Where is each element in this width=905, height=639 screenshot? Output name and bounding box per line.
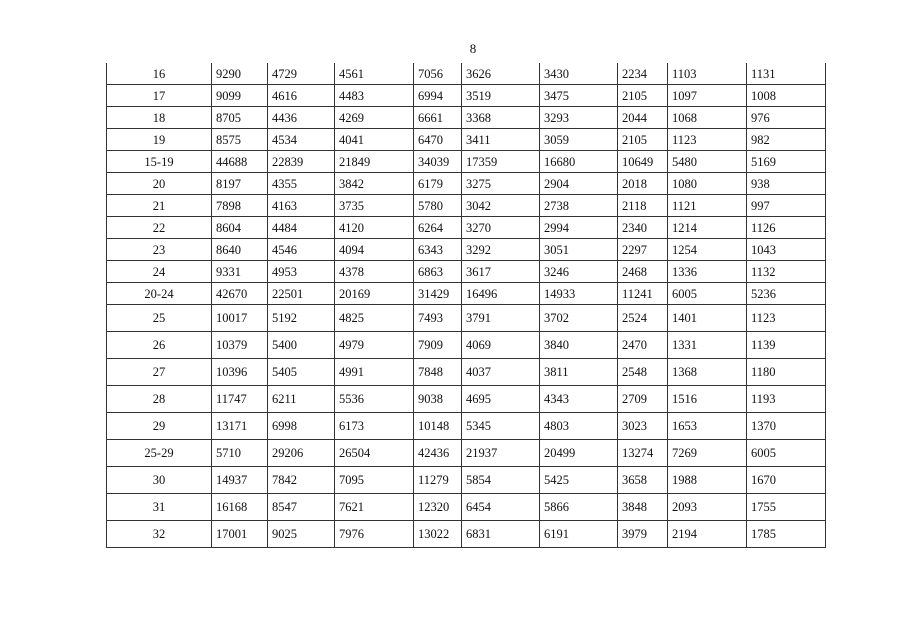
- value-cell: 4269: [335, 107, 414, 129]
- value-cell: 5866: [540, 494, 618, 521]
- value-cell: 2194: [668, 521, 747, 548]
- value-cell: 34039: [414, 151, 462, 173]
- value-cell: 4163: [268, 195, 335, 217]
- value-cell: 1368: [668, 359, 747, 386]
- age-cell: 26: [107, 332, 212, 359]
- value-cell: 1653: [668, 413, 747, 440]
- age-cell: 23: [107, 239, 212, 261]
- value-cell: 7848: [414, 359, 462, 386]
- value-cell: 8547: [268, 494, 335, 521]
- value-cell: 1131: [747, 63, 826, 85]
- table-row: [107, 151, 826, 173]
- value-cell: 10379: [212, 332, 268, 359]
- value-cell: 14933: [540, 283, 618, 305]
- table-row: [107, 217, 826, 239]
- value-cell: 1123: [668, 129, 747, 151]
- value-cell: 13022: [414, 521, 462, 548]
- value-cell: 9099: [212, 85, 268, 107]
- value-cell: 1193: [747, 386, 826, 413]
- value-cell: 8640: [212, 239, 268, 261]
- value-cell: 3293: [540, 107, 618, 129]
- value-cell: 16496: [462, 283, 540, 305]
- value-cell: 1336: [668, 261, 747, 283]
- value-cell: 1043: [747, 239, 826, 261]
- age-cell: 20-24: [107, 283, 212, 305]
- value-cell: 4355: [268, 173, 335, 195]
- age-cell: 30: [107, 467, 212, 494]
- age-cell: 25-29: [107, 440, 212, 467]
- value-cell: 8575: [212, 129, 268, 151]
- age-cell: 20: [107, 173, 212, 195]
- value-cell: 22501: [268, 283, 335, 305]
- age-cell: 32: [107, 521, 212, 548]
- value-cell: 4037: [462, 359, 540, 386]
- value-cell: 2468: [618, 261, 668, 283]
- value-cell: 3042: [462, 195, 540, 217]
- table-row: [107, 413, 826, 440]
- value-cell: 6005: [668, 283, 747, 305]
- age-cell: 29: [107, 413, 212, 440]
- table-row: [107, 521, 826, 548]
- value-cell: 5780: [414, 195, 462, 217]
- value-cell: 4695: [462, 386, 540, 413]
- table-row: [107, 494, 826, 521]
- value-cell: 9290: [212, 63, 268, 85]
- value-cell: 1103: [668, 63, 747, 85]
- value-cell: 5345: [462, 413, 540, 440]
- table-row: [107, 173, 826, 195]
- value-cell: 22839: [268, 151, 335, 173]
- value-cell: 11279: [414, 467, 462, 494]
- value-cell: 44688: [212, 151, 268, 173]
- value-cell: 997: [747, 195, 826, 217]
- value-cell: 8705: [212, 107, 268, 129]
- value-cell: 1516: [668, 386, 747, 413]
- value-cell: 7056: [414, 63, 462, 85]
- value-cell: 10649: [618, 151, 668, 173]
- value-cell: 3292: [462, 239, 540, 261]
- value-cell: 6191: [540, 521, 618, 548]
- value-cell: 26504: [335, 440, 414, 467]
- value-cell: 17001: [212, 521, 268, 548]
- value-cell: 4561: [335, 63, 414, 85]
- value-cell: 4094: [335, 239, 414, 261]
- value-cell: 2105: [618, 85, 668, 107]
- age-cell: 21: [107, 195, 212, 217]
- value-cell: 3368: [462, 107, 540, 129]
- value-cell: 3626: [462, 63, 540, 85]
- table-row: [107, 440, 826, 467]
- value-cell: 4546: [268, 239, 335, 261]
- value-cell: 1180: [747, 359, 826, 386]
- table-row: [107, 85, 826, 107]
- value-cell: 4484: [268, 217, 335, 239]
- value-cell: 3617: [462, 261, 540, 283]
- value-cell: 2548: [618, 359, 668, 386]
- value-cell: 3051: [540, 239, 618, 261]
- value-cell: 9331: [212, 261, 268, 283]
- value-cell: 2470: [618, 332, 668, 359]
- value-cell: 982: [747, 129, 826, 151]
- table-row: [107, 359, 826, 386]
- value-cell: 5236: [747, 283, 826, 305]
- value-cell: 4534: [268, 129, 335, 151]
- value-cell: 21937: [462, 440, 540, 467]
- value-cell: 10396: [212, 359, 268, 386]
- value-cell: 9038: [414, 386, 462, 413]
- age-cell: 27: [107, 359, 212, 386]
- age-cell: 18: [107, 107, 212, 129]
- value-cell: 7621: [335, 494, 414, 521]
- value-cell: 4069: [462, 332, 540, 359]
- age-cell: 25: [107, 305, 212, 332]
- value-cell: 3246: [540, 261, 618, 283]
- value-cell: 4953: [268, 261, 335, 283]
- value-cell: 9025: [268, 521, 335, 548]
- value-cell: 2340: [618, 217, 668, 239]
- value-cell: 7909: [414, 332, 462, 359]
- value-cell: 6454: [462, 494, 540, 521]
- value-cell: 3430: [540, 63, 618, 85]
- value-cell: 7976: [335, 521, 414, 548]
- value-cell: 8604: [212, 217, 268, 239]
- table-row: [107, 467, 826, 494]
- value-cell: 1214: [668, 217, 747, 239]
- table-row: [107, 283, 826, 305]
- value-cell: 3840: [540, 332, 618, 359]
- value-cell: 1755: [747, 494, 826, 521]
- value-cell: 6211: [268, 386, 335, 413]
- value-cell: 12320: [414, 494, 462, 521]
- value-cell: 3275: [462, 173, 540, 195]
- value-cell: 4120: [335, 217, 414, 239]
- value-cell: 1670: [747, 467, 826, 494]
- value-cell: 2018: [618, 173, 668, 195]
- value-cell: 2904: [540, 173, 618, 195]
- value-cell: 20499: [540, 440, 618, 467]
- value-cell: 5400: [268, 332, 335, 359]
- value-cell: 4378: [335, 261, 414, 283]
- value-cell: 4041: [335, 129, 414, 151]
- value-cell: 5192: [268, 305, 335, 332]
- page-number: 8: [469, 41, 477, 56]
- table-row: [107, 261, 826, 283]
- value-cell: 4825: [335, 305, 414, 332]
- value-cell: 20169: [335, 283, 414, 305]
- value-cell: 7269: [668, 440, 747, 467]
- value-cell: 7842: [268, 467, 335, 494]
- value-cell: 3411: [462, 129, 540, 151]
- value-cell: 1132: [747, 261, 826, 283]
- value-cell: 10148: [414, 413, 462, 440]
- value-cell: 6005: [747, 440, 826, 467]
- value-cell: 1139: [747, 332, 826, 359]
- value-cell: 6863: [414, 261, 462, 283]
- value-cell: 6831: [462, 521, 540, 548]
- value-cell: 976: [747, 107, 826, 129]
- value-cell: 2524: [618, 305, 668, 332]
- value-cell: 1123: [747, 305, 826, 332]
- age-cell: 17: [107, 85, 212, 107]
- value-cell: 1785: [747, 521, 826, 548]
- value-cell: 3702: [540, 305, 618, 332]
- age-cell: 22: [107, 217, 212, 239]
- value-cell: 16680: [540, 151, 618, 173]
- value-cell: 2105: [618, 129, 668, 151]
- value-cell: 3658: [618, 467, 668, 494]
- value-cell: 3842: [335, 173, 414, 195]
- table-row: [107, 239, 826, 261]
- age-cell: 31: [107, 494, 212, 521]
- table-body: [107, 63, 826, 548]
- value-cell: 8197: [212, 173, 268, 195]
- value-cell: 11747: [212, 386, 268, 413]
- value-cell: 21849: [335, 151, 414, 173]
- value-cell: 3519: [462, 85, 540, 107]
- value-cell: 6661: [414, 107, 462, 129]
- age-cell: 19: [107, 129, 212, 151]
- value-cell: 938: [747, 173, 826, 195]
- table-row: [107, 386, 826, 413]
- value-cell: 4979: [335, 332, 414, 359]
- value-cell: 4436: [268, 107, 335, 129]
- value-cell: 2044: [618, 107, 668, 129]
- value-cell: 2709: [618, 386, 668, 413]
- value-cell: 1121: [668, 195, 747, 217]
- age-cell: 15-19: [107, 151, 212, 173]
- value-cell: 1401: [668, 305, 747, 332]
- value-cell: 4483: [335, 85, 414, 107]
- population-table: [106, 63, 826, 548]
- value-cell: 1254: [668, 239, 747, 261]
- value-cell: 6264: [414, 217, 462, 239]
- value-cell: 1126: [747, 217, 826, 239]
- table-row: [107, 305, 826, 332]
- value-cell: 31429: [414, 283, 462, 305]
- value-cell: 6994: [414, 85, 462, 107]
- value-cell: 3848: [618, 494, 668, 521]
- value-cell: 13274: [618, 440, 668, 467]
- value-cell: 14937: [212, 467, 268, 494]
- value-cell: 13171: [212, 413, 268, 440]
- value-cell: 4343: [540, 386, 618, 413]
- table-row: [107, 129, 826, 151]
- value-cell: 7095: [335, 467, 414, 494]
- value-cell: 4991: [335, 359, 414, 386]
- value-cell: 42436: [414, 440, 462, 467]
- value-cell: 3735: [335, 195, 414, 217]
- value-cell: 2093: [668, 494, 747, 521]
- table-row: [107, 107, 826, 129]
- value-cell: 6998: [268, 413, 335, 440]
- value-cell: 5710: [212, 440, 268, 467]
- value-cell: 1068: [668, 107, 747, 129]
- value-cell: 2234: [618, 63, 668, 85]
- value-cell: 3979: [618, 521, 668, 548]
- table-row: [107, 332, 826, 359]
- value-cell: 42670: [212, 283, 268, 305]
- age-cell: 24: [107, 261, 212, 283]
- value-cell: 5169: [747, 151, 826, 173]
- value-cell: 2297: [618, 239, 668, 261]
- value-cell: 3811: [540, 359, 618, 386]
- value-cell: 29206: [268, 440, 335, 467]
- value-cell: 1080: [668, 173, 747, 195]
- age-cell: 28: [107, 386, 212, 413]
- value-cell: 3475: [540, 85, 618, 107]
- value-cell: 6470: [414, 129, 462, 151]
- value-cell: 4616: [268, 85, 335, 107]
- value-cell: 5536: [335, 386, 414, 413]
- value-cell: 11241: [618, 283, 668, 305]
- value-cell: 1008: [747, 85, 826, 107]
- value-cell: 10017: [212, 305, 268, 332]
- value-cell: 7493: [414, 305, 462, 332]
- value-cell: 6343: [414, 239, 462, 261]
- value-cell: 5425: [540, 467, 618, 494]
- value-cell: 1370: [747, 413, 826, 440]
- value-cell: 2994: [540, 217, 618, 239]
- value-cell: 3059: [540, 129, 618, 151]
- value-cell: 5405: [268, 359, 335, 386]
- value-cell: 1988: [668, 467, 747, 494]
- value-cell: 3270: [462, 217, 540, 239]
- value-cell: 4803: [540, 413, 618, 440]
- value-cell: 1097: [668, 85, 747, 107]
- value-cell: 17359: [462, 151, 540, 173]
- value-cell: 6173: [335, 413, 414, 440]
- table-row: [107, 63, 826, 85]
- value-cell: 2738: [540, 195, 618, 217]
- value-cell: 3791: [462, 305, 540, 332]
- value-cell: 2118: [618, 195, 668, 217]
- value-cell: 3023: [618, 413, 668, 440]
- table-row: [107, 195, 826, 217]
- value-cell: 6179: [414, 173, 462, 195]
- age-cell: 16: [107, 63, 212, 85]
- value-cell: 16168: [212, 494, 268, 521]
- value-cell: 4729: [268, 63, 335, 85]
- value-cell: 5480: [668, 151, 747, 173]
- value-cell: 7898: [212, 195, 268, 217]
- value-cell: 5854: [462, 467, 540, 494]
- value-cell: 1331: [668, 332, 747, 359]
